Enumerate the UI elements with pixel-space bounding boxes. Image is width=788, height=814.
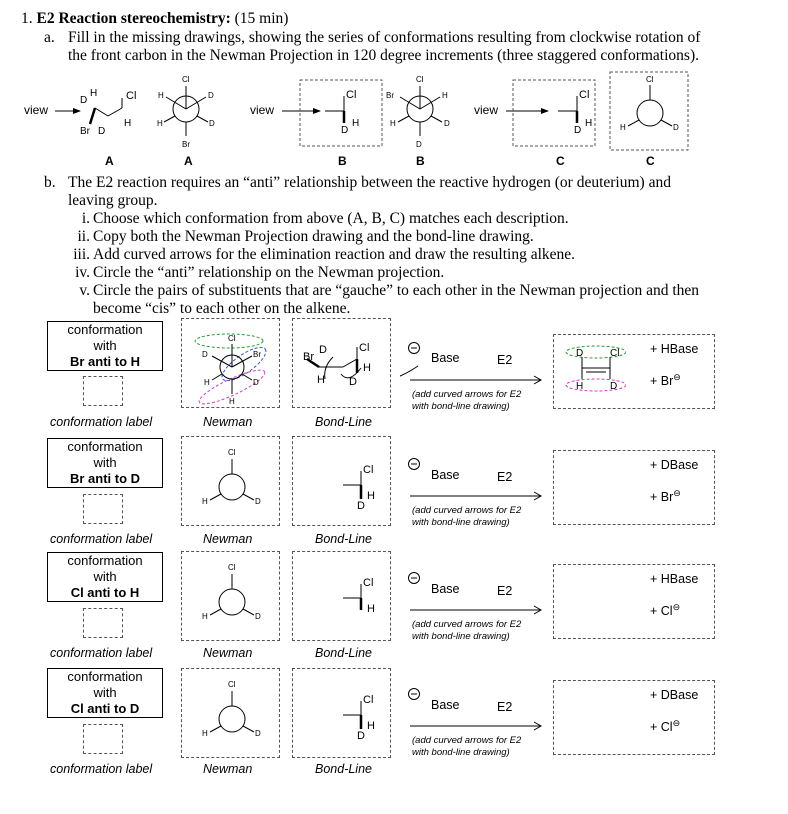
row-title-line: Cl anti to D — [70, 701, 140, 716]
atom-label: H — [202, 729, 208, 738]
atom-label: D — [610, 381, 618, 392]
atom-label: Cl — [579, 89, 590, 101]
atom-label: D — [357, 500, 365, 512]
minus-charge-icon: ⊖ — [672, 602, 681, 612]
newman-caption: Newman — [203, 532, 253, 546]
minus-charge-icon: ⊖ — [673, 372, 681, 382]
hint-line: with bond-line drawing) — [412, 631, 510, 642]
base-label: Base — [431, 351, 460, 365]
row-title-line: Cl anti to H — [70, 585, 140, 600]
bond — [343, 359, 357, 367]
atom-label: Cl — [363, 694, 374, 706]
atom-label: H — [157, 119, 163, 128]
base-label: Base — [431, 698, 460, 712]
product-1: + DBase — [650, 688, 699, 702]
bond — [661, 120, 672, 126]
newman-box[interactable] — [181, 668, 280, 758]
newman-drawing-filled — [182, 319, 281, 409]
step-num: v. — [79, 282, 90, 299]
row-title-box — [47, 321, 163, 371]
part-b-line2: leaving group. — [68, 192, 158, 209]
step-num: iii. — [73, 246, 90, 263]
curved-arrow — [325, 357, 333, 379]
conf-label-b1: B — [338, 154, 347, 168]
view-label-c: view — [474, 103, 499, 117]
bond — [232, 356, 252, 367]
atom-label: H — [363, 362, 371, 374]
product-2 — [650, 372, 681, 388]
step-num: ii. — [77, 228, 90, 245]
row-title-line: conformation — [67, 553, 143, 568]
atom-label: H — [390, 119, 396, 128]
bond — [166, 97, 186, 109]
atom-label: D — [80, 95, 88, 106]
row-title-line: conformation — [67, 322, 143, 337]
newman-circle — [637, 100, 663, 126]
newman-circle — [219, 474, 245, 500]
hint-text — [412, 389, 521, 413]
newman-caption: Newman — [203, 415, 253, 429]
bond — [108, 108, 122, 116]
e2-label: E2 — [497, 584, 513, 598]
step-v-line2: become “cis” to each other on the alkene. — [93, 300, 351, 317]
atom-label: H — [204, 378, 210, 387]
atom-label: Cl — [610, 348, 620, 359]
product-1: + HBase — [650, 572, 699, 586]
question-header — [21, 10, 288, 28]
atom-label: D — [255, 729, 261, 738]
atom-label: D — [253, 378, 259, 387]
newman-box[interactable] — [181, 551, 280, 641]
atom-label: H — [620, 123, 626, 132]
atom-label: H — [229, 397, 235, 406]
bondline-box[interactable] — [292, 551, 391, 641]
step-text: Circle the “anti” relationship on the Newman projection. — [93, 264, 445, 281]
part-a-marker: a. — [44, 29, 55, 46]
atom-label: D — [349, 376, 357, 388]
row-title-box — [47, 438, 163, 488]
atom-label: H — [317, 374, 325, 386]
product-2-text: + Cl — [650, 720, 673, 735]
conf-label-input[interactable] — [83, 494, 123, 524]
atom-label: H — [576, 381, 584, 392]
conf-label-c1: C — [556, 154, 565, 168]
alkene-drawing-filled — [554, 335, 626, 410]
atom-label: D — [574, 125, 582, 136]
atom-label: H — [442, 91, 448, 100]
bond — [210, 726, 221, 732]
step-text: Copy both the Newman Projection drawing and the bond-line drawing. — [93, 228, 534, 245]
bondline-template — [293, 669, 392, 759]
bondline-template — [293, 437, 392, 527]
hint-line: with bond-line drawing) — [412, 517, 510, 528]
atom-label: H — [202, 612, 208, 621]
conf-label-caption: conformation label — [50, 532, 153, 546]
bond — [420, 97, 440, 109]
blank-box-b-bondline — [300, 80, 382, 146]
atom-label: Br — [182, 140, 190, 149]
bond — [210, 609, 221, 615]
atom-label: Cl — [126, 90, 137, 102]
atom-label: D — [319, 344, 327, 356]
atom-label: H — [202, 497, 208, 506]
atom-label: D — [416, 140, 422, 149]
atom-label: D — [98, 126, 106, 137]
atom-label: D — [202, 350, 208, 359]
hint-line: with bond-line drawing) — [412, 747, 510, 758]
atom-label: Cl — [646, 75, 654, 84]
conf-label-input[interactable] — [83, 724, 123, 754]
e2-label: E2 — [497, 700, 513, 714]
conf-label-caption: conformation label — [50, 646, 153, 660]
bond — [186, 97, 206, 109]
bondline-caption: Bond-Line — [315, 762, 372, 776]
atom-label: D — [673, 123, 679, 132]
newman-template — [182, 552, 281, 642]
bond — [197, 116, 208, 122]
conf-label-caption: conformation label — [50, 762, 153, 776]
newman-template — [182, 669, 281, 759]
atom-label: Cl — [346, 89, 357, 101]
atom-label: Br — [303, 351, 314, 363]
bondline-template — [293, 552, 392, 642]
conformations-figure — [0, 68, 788, 173]
bond — [212, 374, 222, 380]
newman-caption: Newman — [203, 646, 253, 660]
part-b-line1: The E2 reaction requires an “anti” relationship between the reactive hydrogen (or deuterium) and — [68, 174, 671, 191]
part-a-line1: Fill in the missing drawings, showing the series of conformations resulting from clockwise rotation of — [68, 29, 701, 46]
atom-label: D — [341, 125, 349, 136]
minus-charge-icon: ⊖ — [673, 488, 681, 498]
atom-label: Cl — [363, 577, 374, 589]
product-2-text: + Br — [650, 374, 674, 389]
atom-label: Br — [80, 126, 90, 137]
atom-label: Cl — [228, 448, 236, 457]
conf-label-a2: A — [184, 154, 193, 168]
hint-line: (add curved arrows for E2 — [412, 389, 522, 400]
view-label-b: view — [250, 103, 275, 117]
bondline-box[interactable] — [292, 436, 391, 526]
atom-label: Cl — [182, 75, 190, 84]
bondline-drawing-filled — [293, 319, 392, 409]
row-title-line: Br anti to H — [69, 354, 141, 369]
atom-label: H — [367, 490, 375, 502]
bond — [628, 120, 639, 126]
bond — [243, 726, 254, 732]
atom-label: D — [255, 497, 261, 506]
bond — [398, 116, 409, 122]
product-2-text: + Cl — [650, 604, 673, 619]
row-title-line: with — [93, 569, 117, 584]
atom-label: H — [367, 720, 375, 732]
curved-arrow — [400, 366, 418, 379]
newman-template — [182, 437, 281, 527]
view-label-a: view — [24, 103, 49, 117]
product-1: + DBase — [650, 458, 699, 472]
step-text: Circle the pairs of substituents that are “gauche” to each other in the Newman projection and then — [93, 282, 700, 299]
atom-label: H — [124, 118, 132, 129]
hint-line: (add curved arrows for E2 — [412, 505, 522, 516]
bond — [400, 97, 420, 109]
atom-label: D — [255, 612, 261, 621]
atom-label: H — [90, 88, 98, 99]
bondline-caption: Bond-Line — [315, 646, 372, 660]
base-label: Base — [431, 468, 460, 482]
product-2 — [650, 602, 680, 618]
conf-label-b2: B — [416, 154, 425, 168]
e2-label: E2 — [497, 470, 513, 484]
bondline-box[interactable] — [292, 318, 391, 408]
atom-label: Br — [386, 91, 394, 100]
row-title-box — [47, 552, 163, 602]
bond — [243, 494, 254, 500]
bond — [431, 116, 442, 122]
bondline-caption: Bond-Line — [315, 415, 372, 429]
newman-box[interactable] — [181, 318, 280, 408]
newman-box[interactable] — [181, 436, 280, 526]
question-time: (15 min) — [234, 10, 289, 27]
atom-label: Cl — [359, 342, 370, 354]
hint-line: (add curved arrows for E2 — [412, 619, 522, 630]
bond — [212, 356, 232, 367]
reaction-arrow-area — [400, 569, 550, 619]
row-title-line: Br anti to D — [69, 471, 141, 486]
conf-label-caption: conformation label — [50, 415, 153, 429]
bondline-box[interactable] — [292, 668, 391, 758]
atom-label: Cl — [363, 464, 374, 476]
bond — [210, 494, 221, 500]
step-num: iv. — [75, 264, 90, 281]
atom-label: Cl — [228, 680, 236, 689]
bondline-caption: Bond-Line — [315, 532, 372, 546]
step-text: Choose which conformation from above (A, B, C) matches each description. — [93, 210, 569, 227]
row-title-line: with — [93, 685, 117, 700]
bond — [95, 108, 108, 116]
newman-caption: Newman — [203, 762, 253, 776]
row-title-line: with — [93, 455, 117, 470]
question-number: 1. — [21, 10, 33, 27]
base-label: Base — [431, 582, 460, 596]
hint-text — [412, 505, 521, 529]
atom-label: Cl — [228, 334, 236, 343]
conf-label-c2: C — [646, 154, 655, 168]
atom-label: H — [585, 118, 593, 129]
product-1: + HBase — [650, 342, 699, 356]
atom-label: Cl — [228, 563, 236, 572]
e2-label: E2 — [497, 353, 513, 367]
hint-text — [412, 619, 521, 643]
atom-label: D — [576, 348, 584, 359]
bond — [164, 116, 175, 122]
atom-label: Br — [253, 350, 261, 359]
step-text: Add curved arrows for the elimination reaction and draw the resulting alkene. — [93, 246, 576, 263]
atom-label: D — [357, 730, 365, 742]
wedge-bond — [90, 108, 95, 124]
atom-label: H — [158, 91, 164, 100]
atom-label: D — [208, 91, 214, 100]
hint-line: with bond-line drawing) — [412, 401, 510, 412]
conf-label-a1: A — [105, 154, 114, 168]
bond — [243, 609, 254, 615]
row-title-line: conformation — [67, 439, 143, 454]
question-title: E2 Reaction stereochemistry: — [36, 10, 231, 27]
product-2 — [650, 488, 681, 504]
atom-label: D — [209, 119, 215, 128]
hint-line: (add curved arrows for E2 — [412, 735, 522, 746]
row-title-box — [47, 668, 163, 718]
part-b-marker: b. — [44, 174, 56, 191]
row-title-line: with — [93, 338, 117, 353]
atom-label: H — [367, 603, 375, 615]
newman-circle — [219, 706, 245, 732]
step-num: i. — [81, 210, 90, 227]
bond — [242, 374, 252, 380]
newman-circle — [219, 589, 245, 615]
atom-label: H — [352, 118, 360, 129]
conf-label-input[interactable] — [83, 608, 123, 638]
row-title-line: conformation — [67, 669, 143, 684]
minus-charge-icon: ⊖ — [672, 718, 681, 728]
product-2 — [650, 718, 680, 734]
product-2-text: + Br — [650, 490, 674, 505]
reaction-arrow-area — [400, 455, 550, 505]
atom-label: D — [444, 119, 450, 128]
conf-label-input[interactable] — [83, 376, 123, 406]
hint-text — [412, 735, 521, 759]
atom-label: Cl — [416, 75, 424, 84]
reaction-arrow-area — [400, 685, 550, 735]
part-a-line2: the front carbon in the Newman Projection in 120 degree increments (three staggered conformations). — [68, 47, 699, 64]
